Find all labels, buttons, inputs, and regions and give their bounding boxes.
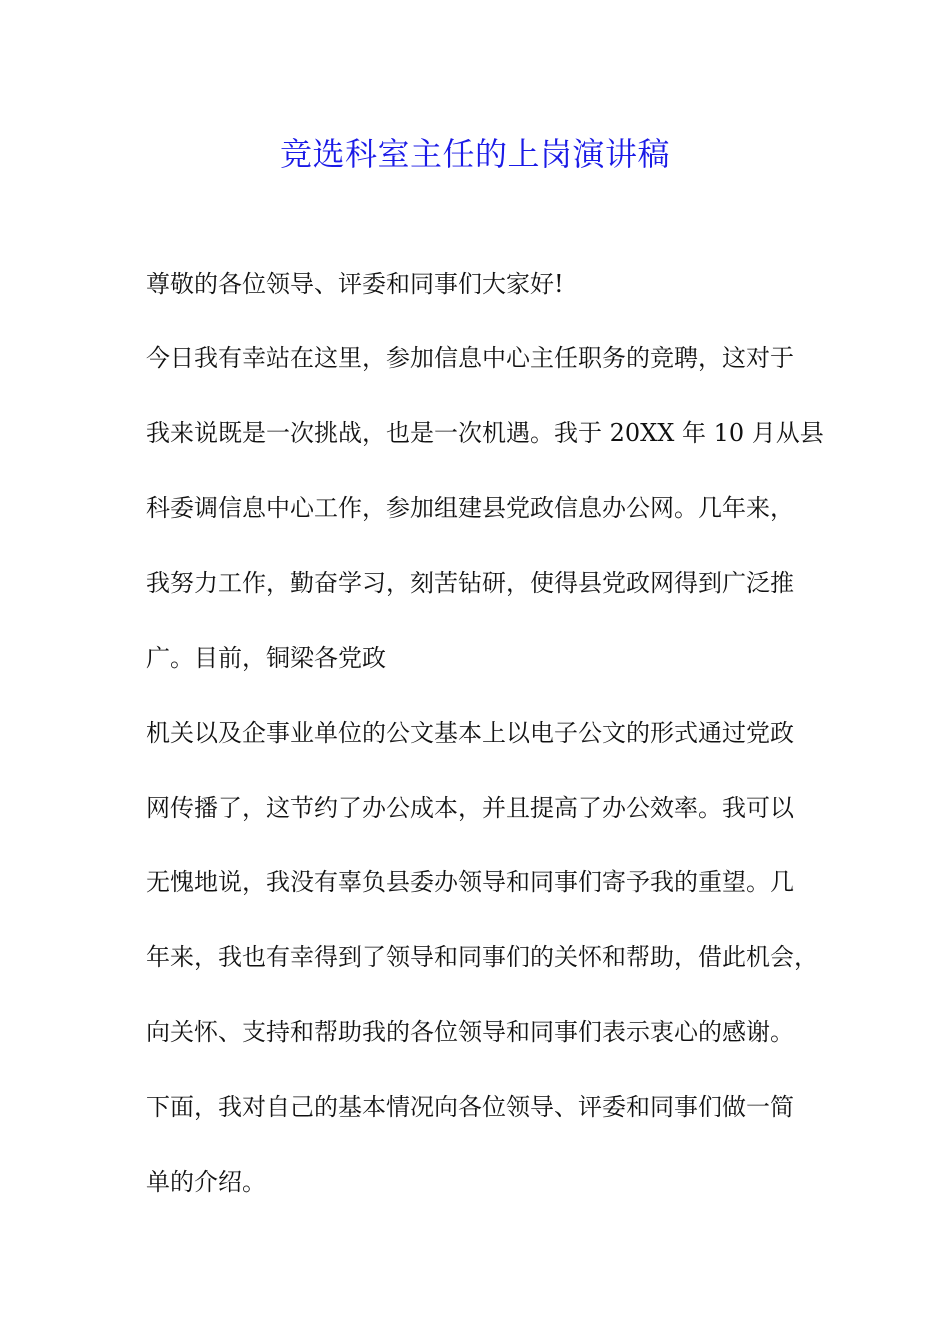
body-line: 向关怀、支持和帮助我的各位领导和同事们表示衷心的感谢。 xyxy=(146,1018,794,1046)
body-line: 我努力工作，勤奋学习，刻苦钻研，使得县党政网得到广泛推 xyxy=(146,569,794,597)
body-line: 下面，我对自己的基本情况向各位领导、评委和同事们做一简 xyxy=(146,1093,794,1121)
body-line: 科委调信息中心工作，参加组建县党政信息办公网。几年来， xyxy=(146,494,794,522)
greeting-line: 尊敬的各位领导、评委和同事们大家好! xyxy=(146,270,564,298)
body-line: 今日我有幸站在这里，参加信息中心主任职务的竞聘，这对于 xyxy=(146,344,794,372)
body-line: 网传播了，这节约了办公成本，并且提高了办公效率。我可以 xyxy=(146,794,794,822)
body-line: 单的介绍。 xyxy=(146,1168,266,1196)
body-line: 机关以及企事业单位的公文基本上以电子公文的形式通过党政 xyxy=(146,719,794,747)
body-line: 无愧地说，我没有辜负县委办领导和同事们寄予我的重望。几 xyxy=(146,868,794,896)
document-title: 竞选科室主任的上岗演讲稿 xyxy=(279,135,670,173)
body-line: 年来，我也有幸得到了领导和同事们的关怀和帮助，借此机会， xyxy=(146,943,818,971)
body-line: 我来说既是一次挑战，也是一次机遇。我于 20XX 年 10 月从县 xyxy=(146,419,824,447)
body-line: 广。目前，铜梁各党政 xyxy=(146,644,386,672)
